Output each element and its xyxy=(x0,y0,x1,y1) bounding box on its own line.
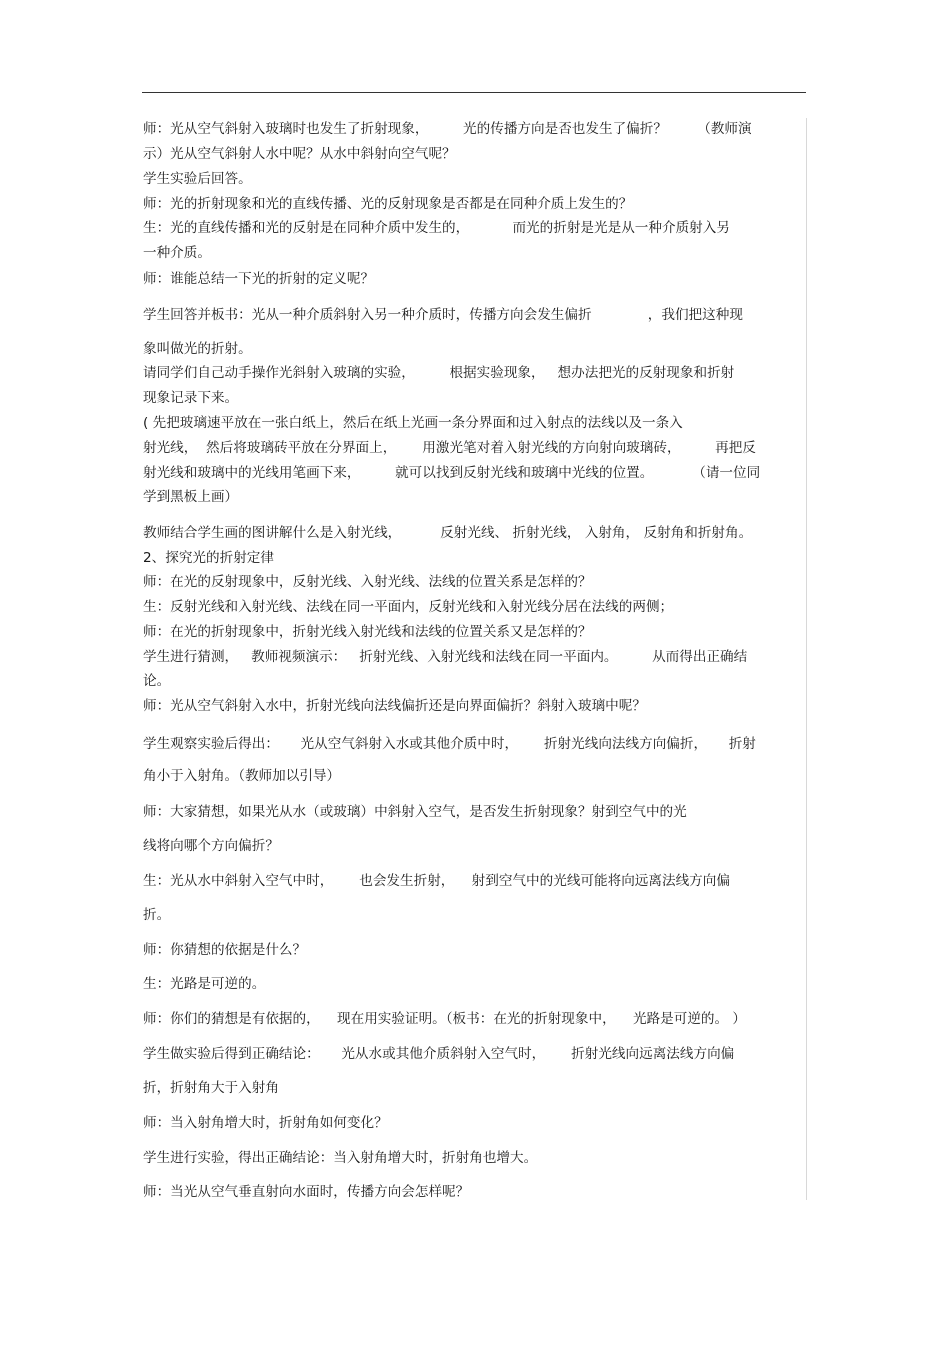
text-line: 学生做实验后得到正确结论： 光从水或其他介质斜射入空气时， 折射光线向远离法线方向偏 xyxy=(143,1046,735,1062)
text-line: 一种介质。 xyxy=(143,245,211,261)
text-line: 折。 xyxy=(143,907,171,923)
text-line: 生：光从水中斜射入空气中时， 也会发生折射， 射到空气中的光线可能将向远离法线方向偏 xyxy=(143,873,730,889)
text-line: 师：在光的反射现象中，反射光线、入射光线、法线的位置关系是怎样的？ xyxy=(143,574,592,590)
text-line: 学到黑板上画） xyxy=(143,489,239,505)
text-line: 生：光的直线传播和光的反射是在同种介质中发生的， 而光的折射是光是从一种介质射入另 xyxy=(143,220,730,236)
text-line: ( 先把玻璃速平放在一张白纸上，然后在纸上光画一条分界面和过入射点的法线以及一条入 xyxy=(143,415,683,431)
text-line: 示）光从空气斜射人水中呢？从水中斜射向空气呢？ xyxy=(143,146,456,162)
text-line: 师：你猜想的依据是什么？ xyxy=(143,942,307,958)
text-line: 师：当光从空气垂直射向水面时，传播方向会怎样呢？ xyxy=(143,1184,470,1200)
right-margin-line xyxy=(806,118,807,1200)
top-rule xyxy=(142,92,806,93)
text-line: 角小于入射角。（教师加以引导） xyxy=(143,768,341,784)
text-line: 射光线和玻璃中的光线用笔画下来， 就可以找到反射光线和玻璃中光线的位置。 （请一位同 xyxy=(143,465,761,481)
text-line: 师：在光的折射现象中，折射光线入射光线和法线的位置关系又是怎样的？ xyxy=(143,624,592,640)
text-line: 现象记录下来。 xyxy=(143,390,239,406)
text-line: 学生实验后回答。 xyxy=(143,171,252,187)
text-line: 师：光的折射现象和光的直线传播、光的反射现象是否都是在同种介质上发生的？ xyxy=(143,196,633,212)
text-line: 生：光路是可逆的。 xyxy=(143,976,266,992)
text-line: 学生进行实验，得出正确结论：当入射角增大时，折射角也增大。 xyxy=(143,1150,538,1166)
text-line: 生：反射光线和入射光线、法线在同一平面内，反射光线和入射光线分居在法线的两侧； xyxy=(143,599,674,615)
text-line: 师：光从空气斜射入玻璃时也发生了折射现象， 光的传播方向是否也发生了偏折？ （教师演 xyxy=(143,121,752,137)
text-line: 线将向哪个方向偏折？ xyxy=(143,838,279,854)
text-line: 折，折射角大于入射角 xyxy=(143,1080,279,1096)
text-line: 请同学们自己动手操作光斜射入玻璃的实验， 根据实验现象， 想办法把光的反射现象和折射 xyxy=(143,365,735,381)
text-line: 象叫做光的折射。 xyxy=(143,341,252,357)
text-line: 学生观察实验后得出： 光从空气斜射入水或其他介质中时， 折射光线向法线方向偏折， 折射 xyxy=(143,736,756,752)
text-line: 师：当入射角增大时，折射角如何变化？ xyxy=(143,1115,388,1131)
text-line: 学生回答并板书：光从一种介质斜射入另一种介质时，传播方向会发生偏折 ，我们把这种现 xyxy=(143,307,743,323)
section-heading: 2、探究光的折射定律 xyxy=(143,550,274,566)
text-line: 师：谁能总结一下光的折射的定义呢？ xyxy=(143,271,375,287)
text-line: 射光线， 然后将玻璃砖平放在分界面上， 用激光笔对着入射光线的方向射向玻璃砖， 再把反 xyxy=(143,440,756,456)
text-line: 师：你们的猜想是有依据的， 现在用实验证明。（板书：在光的折射现象中， 光路是可逆的。 ） xyxy=(143,1011,747,1027)
text-line: 教师结合学生画的图讲解什么是入射光线， 反射光线、 折射光线， 入射角， 反射角和折射角。 xyxy=(143,525,753,541)
text-line: 师：光从空气斜射入水中，折射光线向法线偏折还是向界面偏折？斜射入玻璃中呢？ xyxy=(143,698,646,714)
text-line: 论。 xyxy=(143,673,171,689)
text-line: 师：大家猜想，如果光从水（或玻璃）中斜射入空气，是否发生折射现象？射到空气中的光 xyxy=(143,804,687,820)
text-line: 学生进行猜测， 教师视频演示： 折射光线、入射光线和法线在同一平面内。 从而得出正确结 xyxy=(143,649,748,665)
